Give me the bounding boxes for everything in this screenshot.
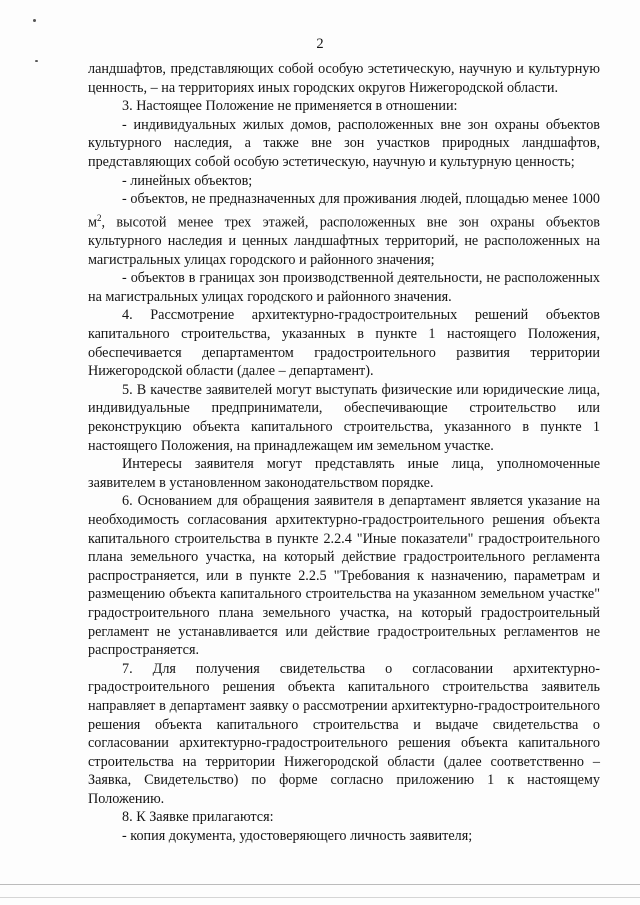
document-body bbox=[88, 60, 600, 846]
paragraph-8: 8. К Заявке прилагаются: bbox=[122, 809, 274, 826]
paragraph-3-item-b: - линейных объектов; bbox=[122, 172, 253, 189]
paragraph-5-representatives: Интересы заявителя могут представлять иные лица, уполномоченные заявителем в установленном законодательством порядке. bbox=[88, 456, 600, 491]
paragraph-6: 6. Основанием для обращения заявителя в департамент является указание на необходимость согласования архитектурно-градостроительного решения объекта капитального строительства в пункте 2.2.4 "Иные показатели" градостроительного плана земельного участка, на который действие градостроительного регламента распространяется, или в пункте 2.2.5 "Требования к назначению, параметрам и размещению объекта капитального строительства на указанном земельном участке" градостроительного плана земельного участка, на который градостроительный регламент не устанавливается или действие градостроительных регламентов не распространяется. bbox=[88, 493, 600, 659]
page-number: 2 bbox=[316, 36, 324, 52]
paragraph-7: 7. Для получения свидетельства о согласовании архитектурно-градостроительного решения объекта капитального строительства заявитель направляет в департамент заявку о рассмотрении архитектурно-градостроительного решения объекта капитального строительства и выдаче свидетельства о согласовании архитектурно-градостроительного решения объекта капитального строительства на территории Нижегородской области (далее соответственно – Заявка, Свидетельство) по форме согласно приложению 1 к настоящему Положению. bbox=[88, 660, 600, 807]
paragraph-3-item-a: - индивидуальных жилых домов, расположенных вне зон охраны объектов культурного наследия, а также вне зон участков природных ландшафтов, представляющих собой особую эстетическую, научную и культурную ценность; bbox=[88, 116, 600, 170]
scan-speck bbox=[35, 60, 38, 62]
paragraph-3-item-d: - объектов в границах зон производственной деятельности, не расположенных на магистральных улицах городского и районного значения. bbox=[88, 270, 600, 305]
paragraph-3-item-c-end: , высотой менее трех этажей, расположенных вне зон охраны объектов культурного наследия и ценных ландшафтных территорий, не расположенных на магистральных улицах городского и районного значения; bbox=[88, 214, 600, 268]
scan-edge-line bbox=[0, 897, 640, 898]
paragraph-continuation: ландшафтов, представляющих собой особую эстетическую, научную и культурную ценность, – на территориях иных городских округов Нижегородской области. bbox=[88, 61, 600, 96]
square-meter-superscript: 2 bbox=[96, 212, 102, 223]
scan-speck bbox=[33, 19, 36, 22]
paragraph-3: 3. Настоящее Положение не применяется в отношении: bbox=[122, 98, 458, 115]
paragraph-5: 5. В качестве заявителей могут выступать физические или юридические лица, индивидуальные предприниматели, обеспечивающие строительство или реконструкцию объекта капитального строительства, указанного в пункте 1 настоящего Положения, на принадлежащем им земельном участке. bbox=[88, 381, 600, 454]
paragraph-3-item-c-start: - объектов, не предназначенных для проживания людей, площадью менее 1000 м bbox=[88, 191, 600, 231]
paragraph-8-item-a: - копия документа, удостоверяющего личность заявителя; bbox=[122, 828, 473, 845]
paragraph-4: 4. Рассмотрение архитектурно-градостроительных решений объектов капитального строительства, указанных в пункте 1 настоящего Положения, обеспечивается департаментом градостроительного развития территории Нижегородской области (далее – департамент). bbox=[88, 307, 600, 380]
scan-edge-line bbox=[0, 884, 640, 885]
paragraph-3-item-c bbox=[88, 190, 600, 269]
